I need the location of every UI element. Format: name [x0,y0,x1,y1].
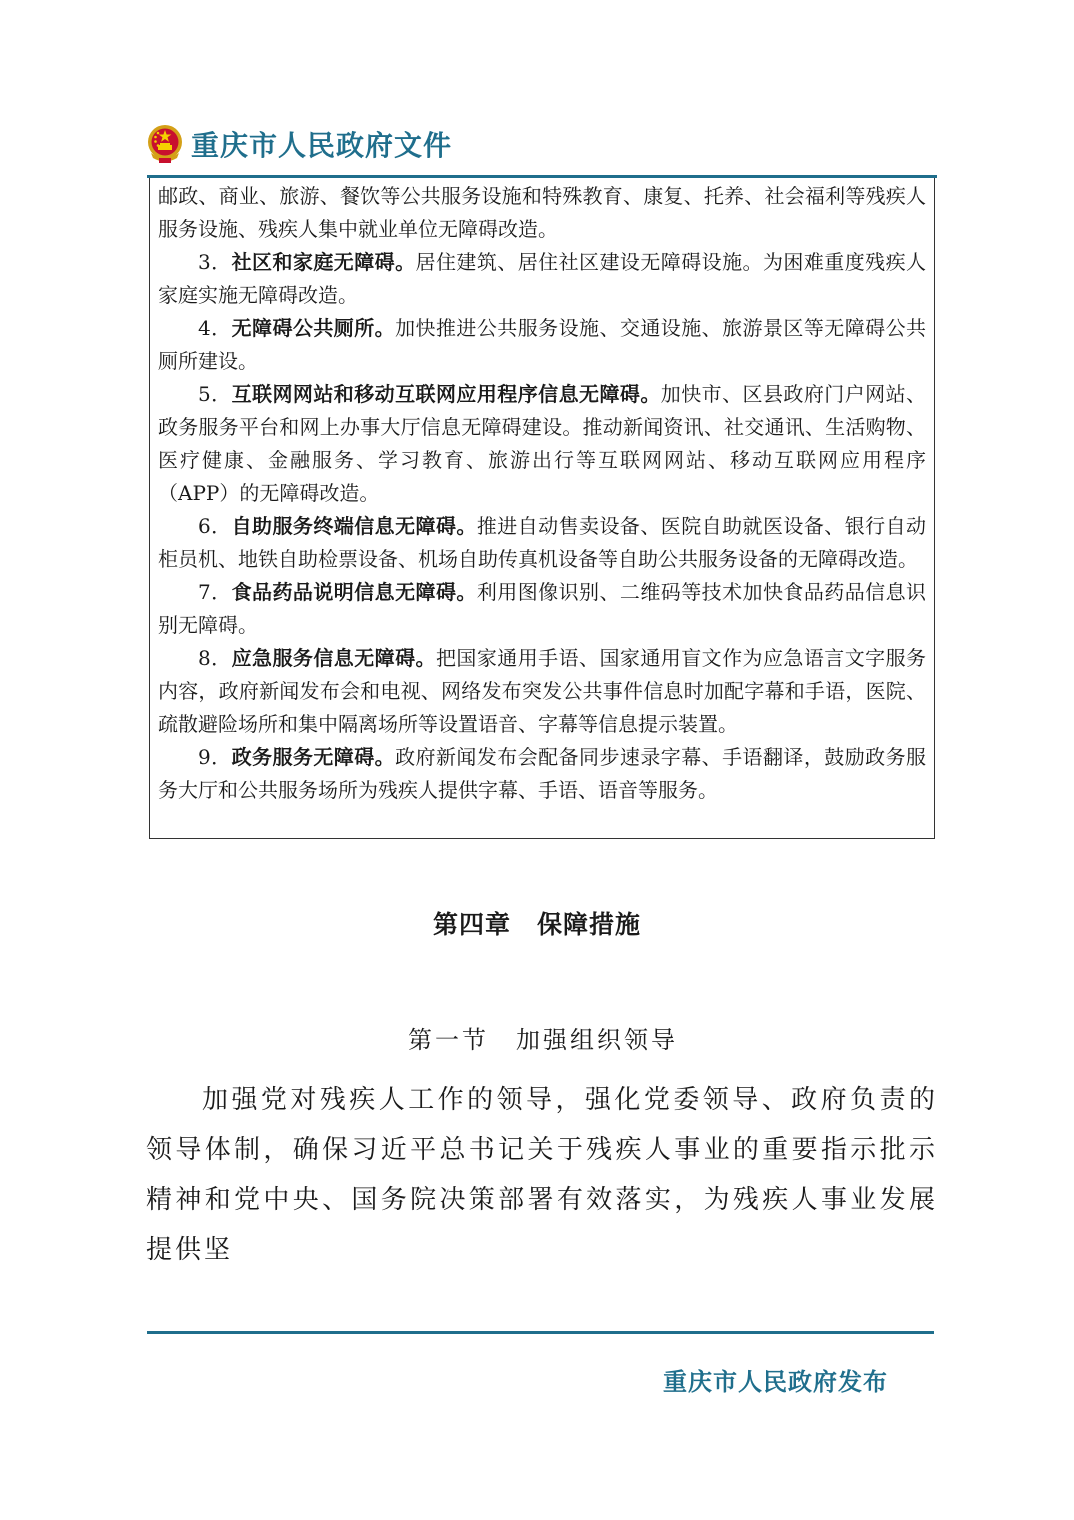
item-number: 5． [198,382,232,406]
item-heading: 社区和家庭无障碍。 [231,250,416,274]
list-item [158,642,926,741]
list-item [158,246,926,312]
item-text: 政府新闻发布会配备同步速录字幕、手语翻译，鼓励政务服务大厅和公共服务场所为残疾人提供字幕、手语、语音等服务。 [158,745,927,802]
list-item [158,576,926,642]
item-heading: 食品药品说明信息无障碍。 [231,580,477,604]
item-number: 4． [198,316,232,340]
boxed-content [149,178,935,839]
item-text: 利用图像识别、二维码等技术加快食品药品信息识别无障碍。 [158,580,927,637]
item-heading: 互联网网站和移动互联网应用程序信息无障碍。 [231,382,661,406]
item-number: 3． [198,250,232,274]
item-number: 9． [198,745,232,769]
document-header [145,118,452,170]
list-item [158,312,926,378]
section-title: 第一节 加强组织领导 [408,1026,678,1054]
footer-divider [147,1331,934,1334]
item-number: 6． [198,514,232,538]
item-text: 加快推进公共服务设施、交通设施、旅游景区等无障碍公共厕所建设。 [158,316,927,373]
item-heading: 政务服务无障碍。 [231,745,396,769]
body-paragraph: 加强党对残疾人工作的领导，强化党委领导、政府负责的领导体制，确保习近平总书记关于残疾人事业的重要指示批示精神和党中央、国务院决策部署有效落实，为残疾人事业发展提供坚 [146,1085,938,1265]
item-heading: 自助服务终端信息无障碍。 [231,514,477,538]
item-heading: 应急服务信息无障碍。 [231,646,436,670]
item-text: 加快市、区县政府门户网站、政务服务平台和网上办事大厅信息无障碍建设。推动新闻资讯、社交通讯、生活购物、医疗健康、金融服务、学习教育、旅游出行等互联网网站、移动互联网应用程序（APP）的无障碍改造。 [158,382,927,505]
national-emblem-icon [145,123,185,165]
document-header-title: 重庆市人民政府文件 [191,129,453,162]
item-text: 居住建筑、居住社区建设无障碍设施。为困难重度残疾人家庭实施无障碍改造。 [158,250,927,307]
item-number: 7． [198,580,232,604]
item-text: 推进自动售卖设备、医院自助就医设备、银行自动柜员机、地铁自助检票设备、机场自助传真机设备等自助公共服务设备的无障碍改造。 [158,514,927,571]
list-item [158,510,926,576]
box-intro-paragraph: 邮政、商业、旅游、餐饮等公共服务设施和特殊教育、康复、托养、社会福利等残疾人服务设施、残疾人集中就业单位无障碍改造。 [158,184,926,241]
footer-publisher: 重庆市人民政府发布 [663,1368,888,1396]
item-heading: 无障碍公共厕所。 [231,316,396,340]
item-number: 8． [198,646,232,670]
list-item [158,741,926,807]
list-item [158,378,926,510]
chapter-title: 第四章 保障措施 [432,910,641,939]
item-text: 把国家通用手语、国家通用盲文作为应急语言文字服务内容，政府新闻发布会和电视、网络发布突发公共事件信息时加配字幕和手语，医院、疏散避险场所和集中隔离场所等设置语音、字幕等信息提示装置。 [158,646,927,736]
